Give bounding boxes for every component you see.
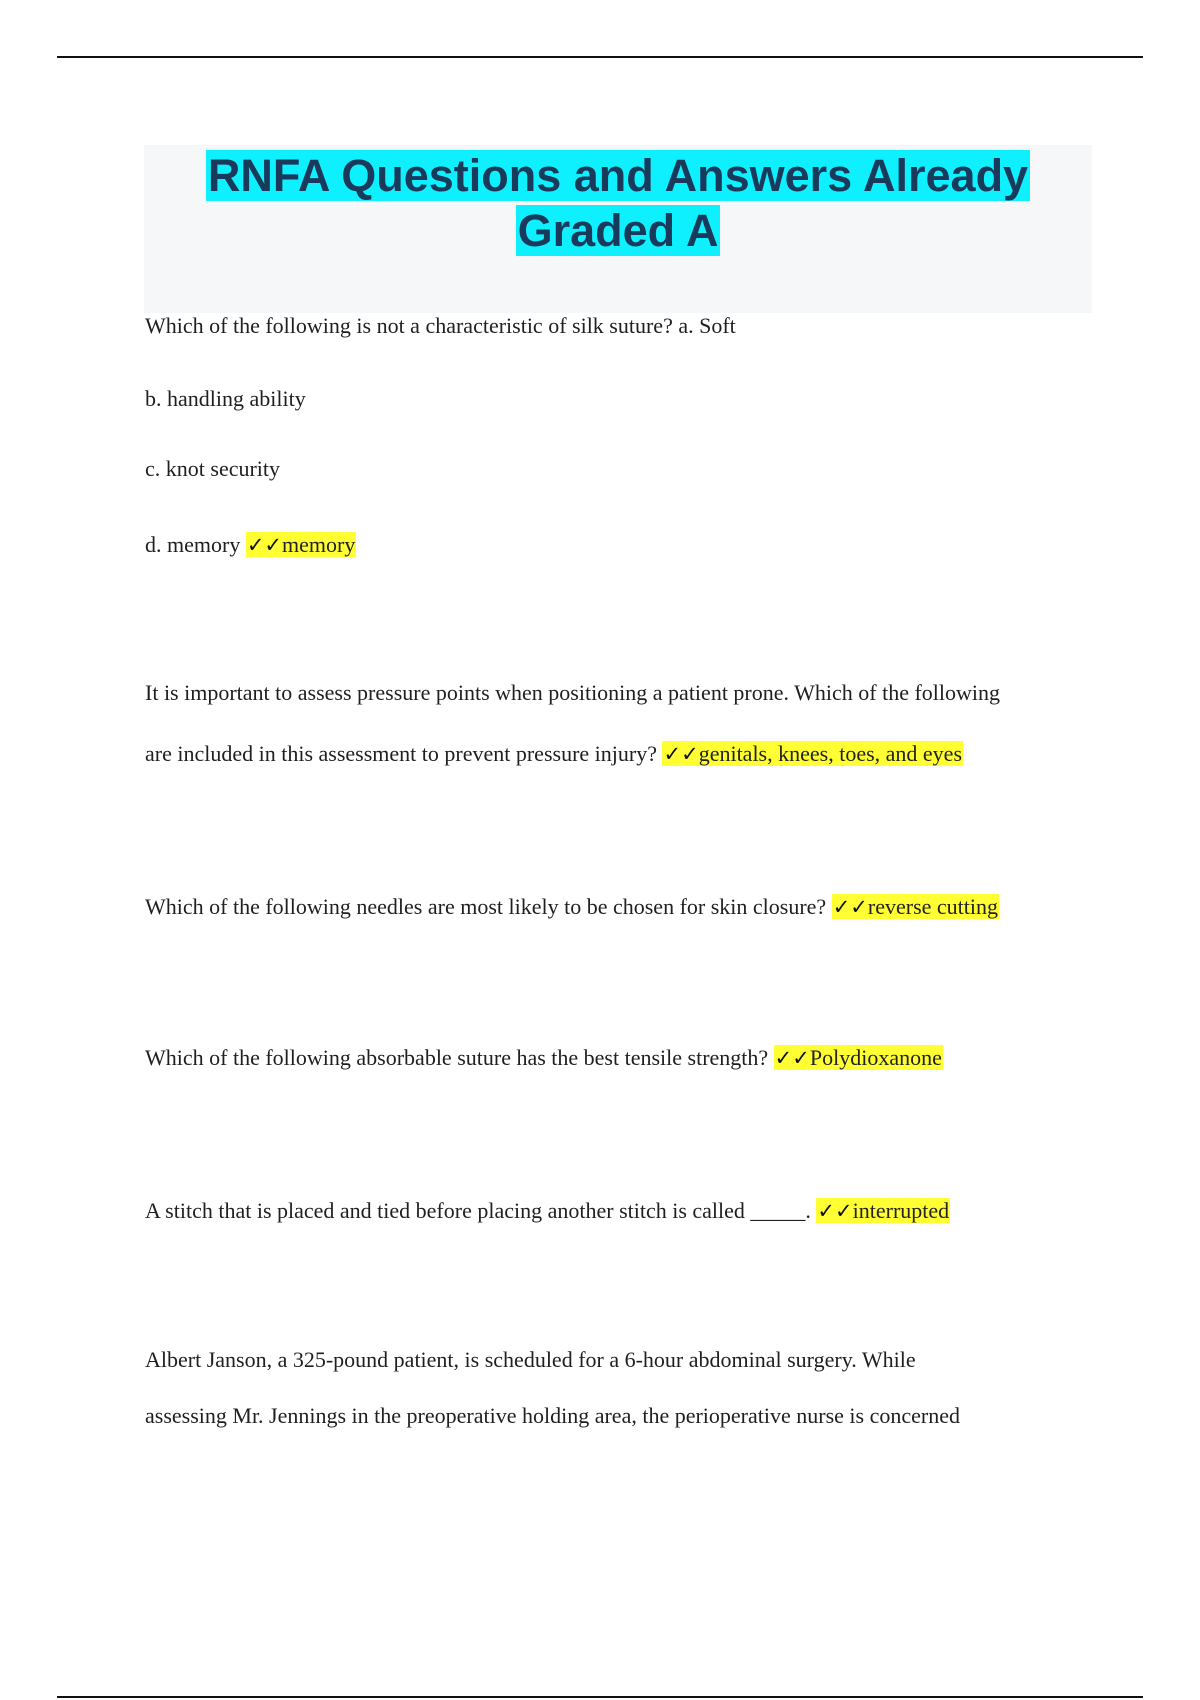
question-5-text-body: A stitch that is placed and tied before placing another stitch is called _____.	[145, 1198, 817, 1223]
question-5-text	[145, 1196, 950, 1226]
double-check-icon: ✓✓	[774, 1046, 810, 1070]
answer-highlight	[662, 741, 963, 766]
title-banner	[144, 145, 1092, 313]
question-3-text-body: Which of the following needles are most likely to be chosen for skin closure?	[145, 894, 832, 919]
answer-highlight	[774, 1045, 943, 1070]
question-1-option-d-text: d. memory	[145, 532, 246, 557]
answer-highlight	[816, 1198, 950, 1223]
question-2-text-cont	[145, 739, 963, 769]
answer-text: genitals, knees, toes, and eyes	[698, 741, 962, 766]
question-1-option-b: b. handling ability	[145, 386, 306, 411]
question-1-option-c: c. knot security	[145, 456, 281, 481]
answer-text: reverse cutting	[867, 894, 999, 919]
double-check-icon: ✓✓	[817, 1199, 853, 1223]
question-2-text-end: are included in this assessment to prevent pressure injury?	[145, 741, 663, 766]
question-4-text-body: Which of the following absorbable suture has the best tensile strength?	[145, 1045, 774, 1070]
double-check-icon: ✓✓	[246, 533, 283, 557]
question-6-text-cont: assessing Mr. Jennings in the preoperative holding area, the perioperative nurse is concerned	[145, 1403, 960, 1428]
double-check-icon: ✓✓	[832, 895, 868, 919]
answer-text: memory	[282, 532, 356, 557]
question-3-text	[145, 892, 999, 922]
double-check-icon: ✓✓	[663, 742, 699, 766]
answer-highlight	[832, 894, 999, 919]
question-4-text	[145, 1043, 943, 1073]
document-title	[168, 148, 1068, 258]
header-rule	[57, 56, 1143, 58]
answer-highlight	[246, 532, 357, 557]
question-2-text: It is important to assess pressure points when positioning a patient prone. Which of the following	[145, 680, 1001, 705]
footer-rule	[57, 1696, 1143, 1698]
question-6-text: Albert Janson, a 325-pound patient, is scheduled for a 6-hour abdominal surgery. While	[145, 1347, 916, 1372]
answer-text: Polydioxanone	[809, 1045, 942, 1070]
question-1-text: Which of the following is not a characteristic of silk suture? a. Soft	[145, 313, 736, 338]
document-title-text: RNFA Questions and Answers Already Graded A	[207, 150, 1029, 256]
answer-text: interrupted	[852, 1198, 950, 1223]
question-1-option-d	[145, 530, 356, 560]
